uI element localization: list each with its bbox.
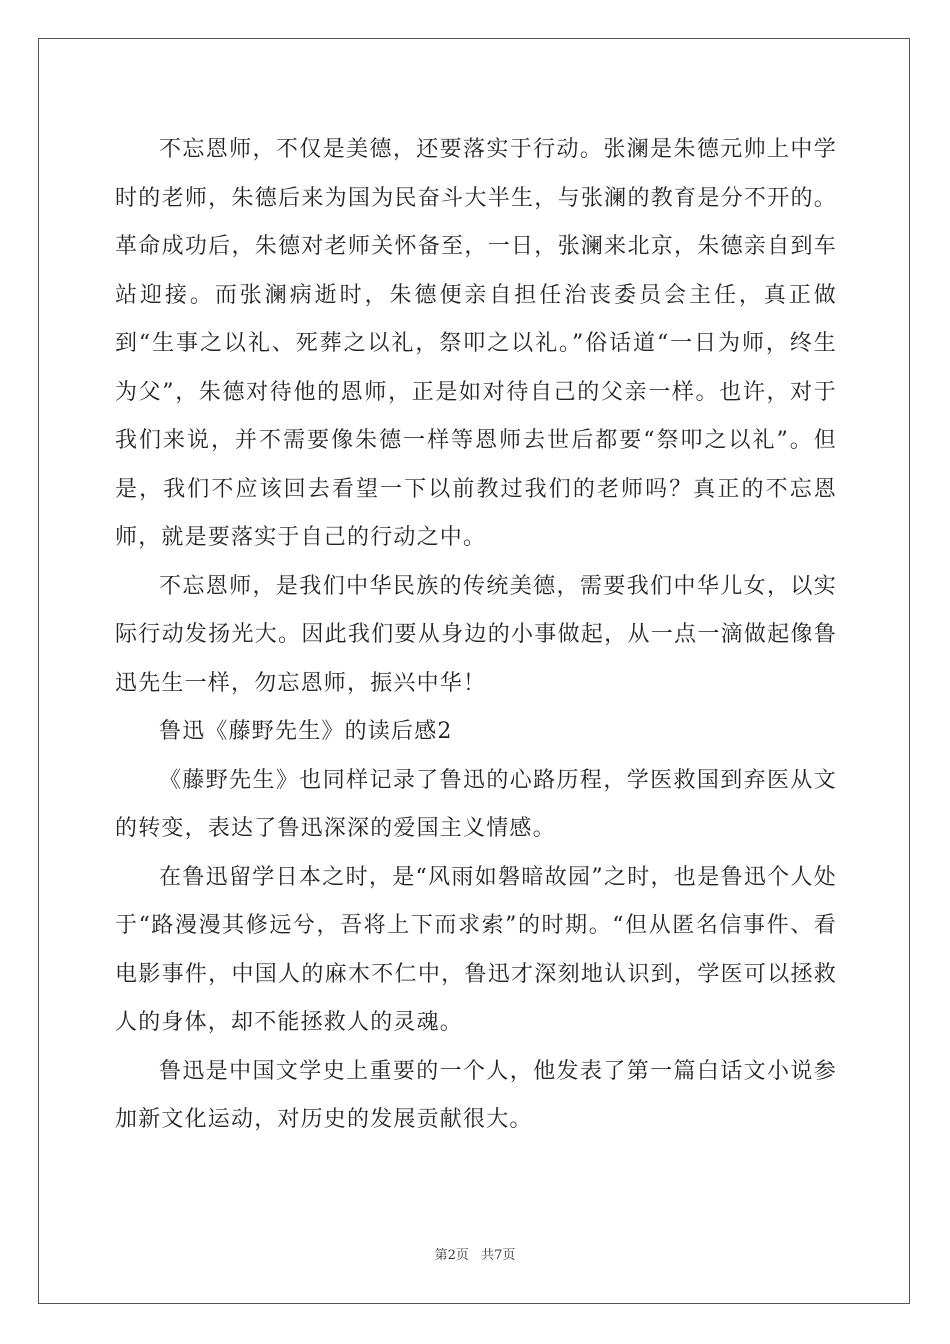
paragraph-japan-study: 在鲁迅留学日本之时，是“风雨如磐暗故园”之时，也是鲁迅个人处于“路漫漫其修远兮，吾将上下而求索”的时期。“但从匿名信事件、看电影事件，中国人的麻木不仁中，鲁迅才深刻地认识到，学医可以拯救人的身体，却不能拯救人的灵魂。	[115, 864, 837, 1035]
page-number: 第2页	[434, 1248, 469, 1263]
paragraph-fujino-intro: 《藤野先生》也同样记录了鲁迅的心路历程，学医救国到弃医从文的转变，表达了鲁迅深深的爱国主义情感。	[115, 767, 837, 841]
page-total: 共7页	[481, 1248, 516, 1263]
document-body	[115, 126, 837, 1145]
paragraph-luxun-literature: 鲁迅是中国文学史上重要的一个人，他发表了第一篇白话文小说参加新文化运动，对历史的发展贡献很大。	[115, 1058, 837, 1132]
page-footer	[0, 1244, 950, 1263]
paragraph-teacher-zhude: 不忘恩师，不仅是美德，还要落实于行动。张澜是朱德元帅上中学时的老师，朱德后来为国为民奋斗大半生，与张澜的教育是分不开的。革命成功后，朱德对老师关怀备至，一日，张澜来北京，朱德亲自到车站迎接。而张澜病逝时，朱德便亲自担任治丧委员会主任，真正做到“生事之以礼、死葬之以礼，祭叩之以礼。”俗话道“一日为师，终生为父”，朱德对待他的恩师，正是如对待自己的父亲一样。也许，对于我们来说，并不需要像朱德一样等恩师去世后都要“祭叩之以礼”。但是，我们不应该回去看望一下以前教过我们的老师吗？真正的不忘恩师，就是要落实于自己的行动之中。	[115, 137, 837, 550]
paragraph-tradition: 不忘恩师，是我们中华民族的传统美德，需要我们中华儿女，以实际行动发扬光大。因此我们要从身边的小事做起，从一点一滴做起像鲁迅先生一样，勿忘恩师，振兴中华！	[115, 573, 837, 696]
section-heading: 鲁迅《藤野先生》的读后感2	[159, 719, 453, 744]
